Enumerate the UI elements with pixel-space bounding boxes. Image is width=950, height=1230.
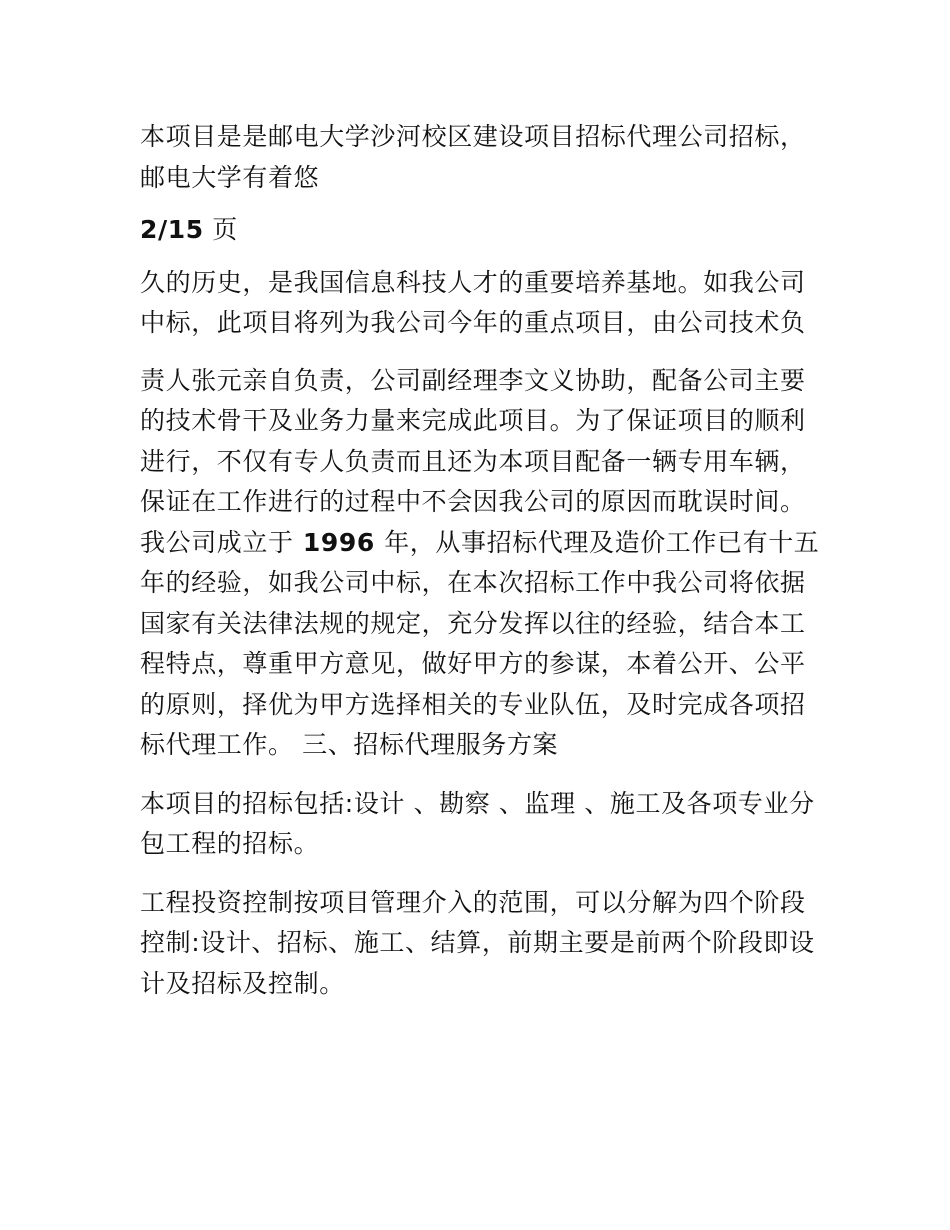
page-number: 2/15 [140,215,204,244]
founding-year: 1996 [293,527,385,557]
paragraph-cost-control: 工程投资控制按项目管理介入的范围，可以分解为四个阶段控制:设计、招标、施工、结算，前期主要是前两个阶段即设计及招标及控制。 [140,887,815,998]
paragraph-scope: 本项目的招标包括:设计 、勘察 、监理 、施工及各项专业分包工程的招标。 [140,788,815,858]
page-indicator [140,210,820,251]
paragraph-staffing-part-2: 年，从事招标代理及造价工作已有十五年的经验，如我公司中标，在本次招标工作中我公司将依据国家有关法律法规的规定，充分发挥以往的经验，结合本工程特点，尊重甲方意见，做好甲方的参谋，本着公开、公平的原则，择优为甲方选择相关的专业队伍，及时完成各项招标代理工作。 三、招标代理服务方案 [140,527,820,759]
page-suffix: 页 [203,215,238,244]
paragraph-history: 久的历史，是我国信息科技人才的重要培养基地。如我公司中标，此项目将列为我公司今年的重点项目，由公司技术负 [140,267,806,337]
paragraph-intro: 本项目是是邮电大学沙河校区建设项目招标代理公司招标，邮电大学有着悠 [140,122,806,192]
document-page [140,117,820,1004]
paragraph-staffing-part-1: 责人张元亲自负责，公司副经理李文义协助，配备公司主要的技术骨干及业务力量来完成此项目。为了保证项目的顺利进行，不仅有专人负责而且还为本项目配备一辆专用车辆，保证在工作进行的过程中不会因我公司的原因而耽误时间。 我公司成立于 [140,365,815,557]
paragraph-staffing [140,361,820,766]
